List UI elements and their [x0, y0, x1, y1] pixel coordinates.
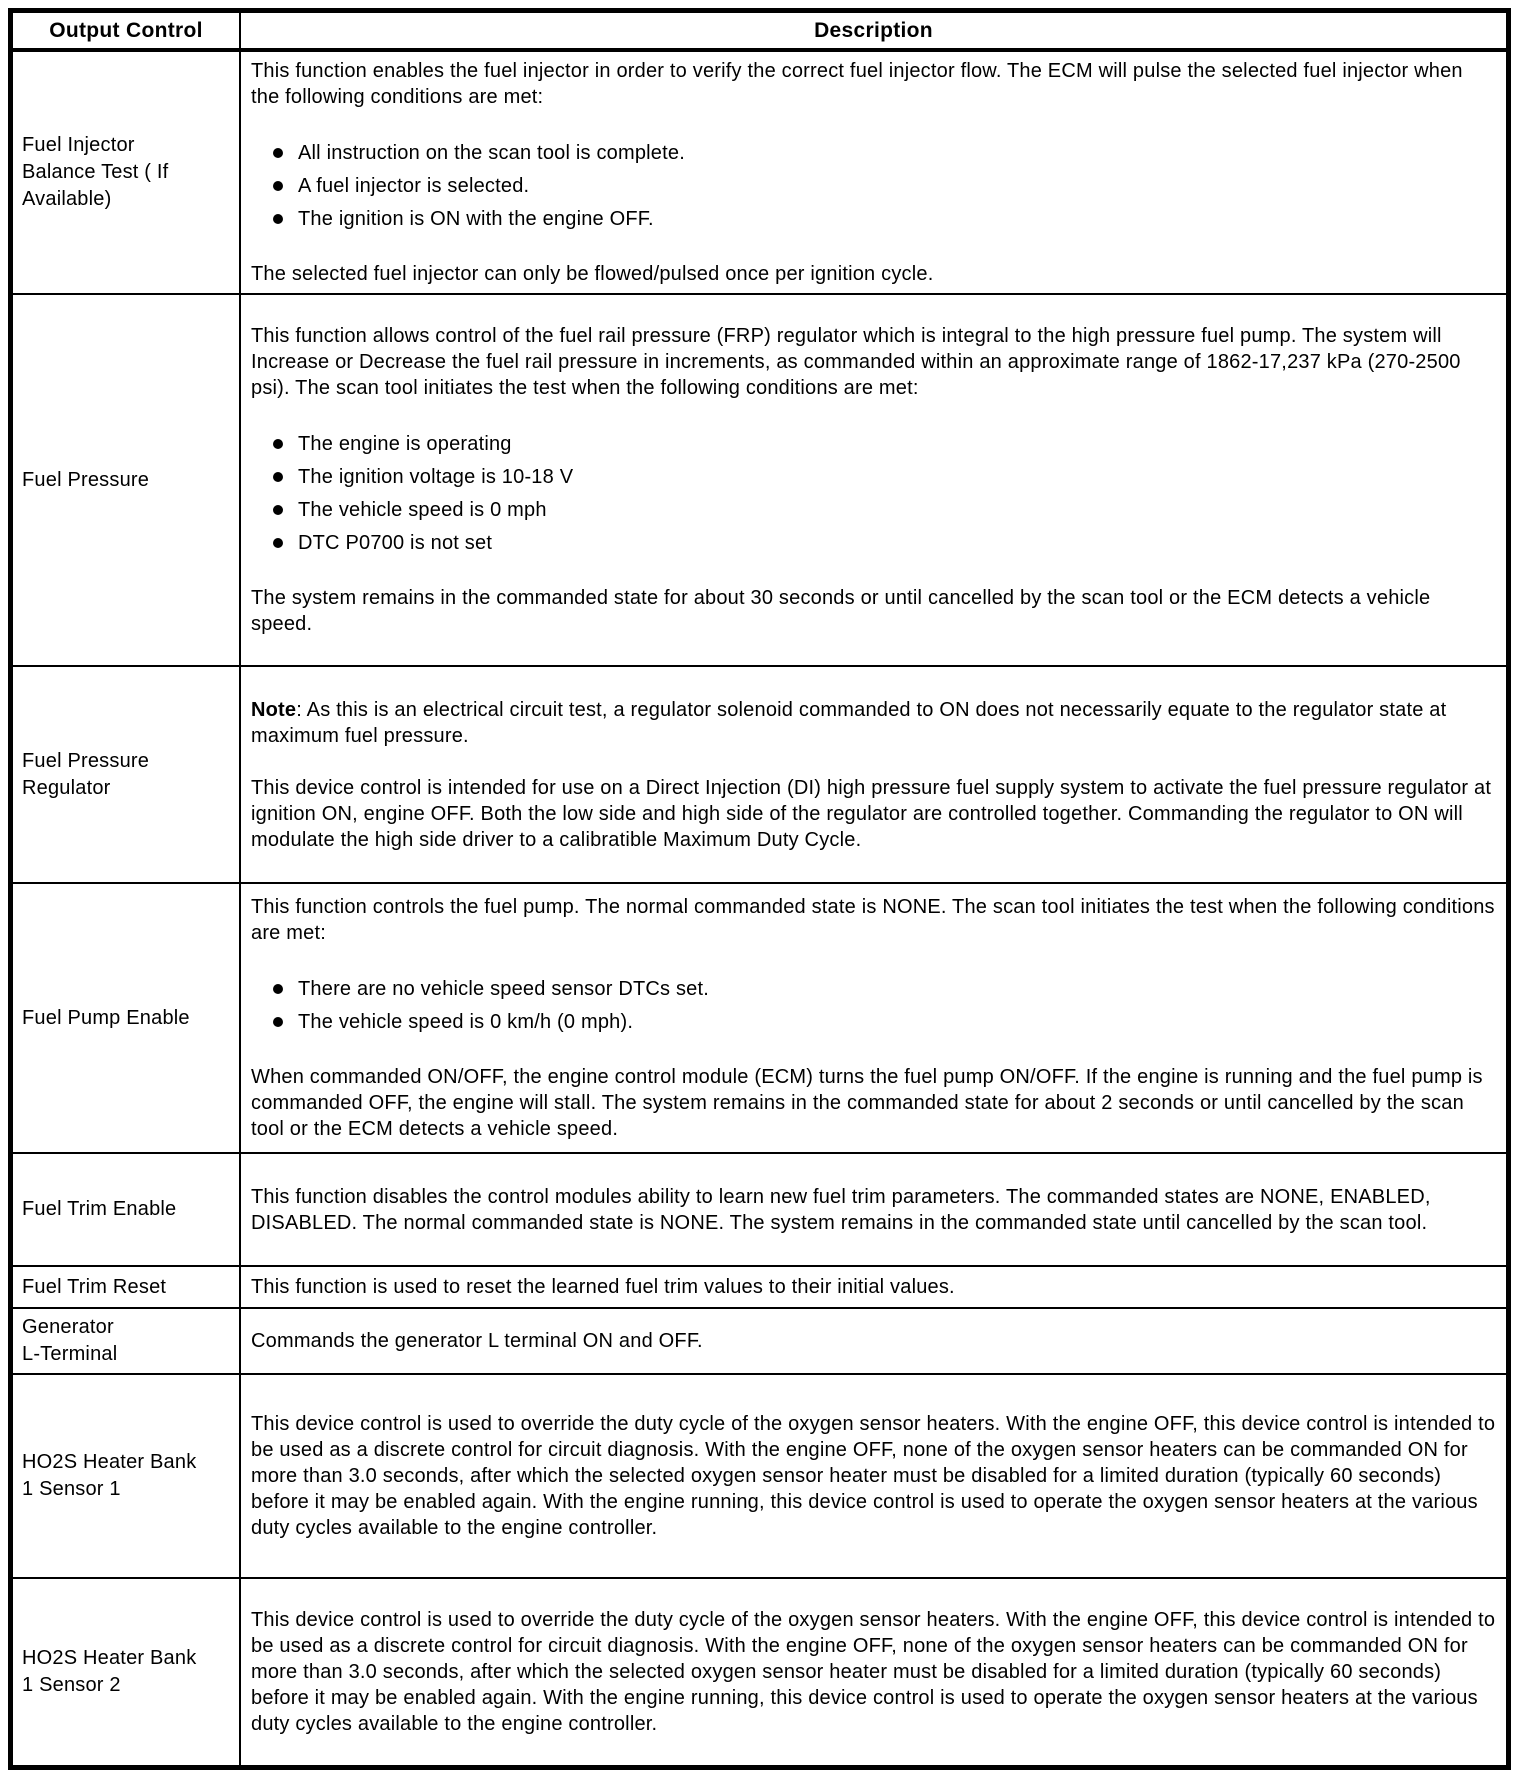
control-cell: Fuel Pressure [13, 295, 241, 665]
table-header-row [13, 13, 1506, 52]
control-cell: HO2S Heater Bank 1 Sensor 1 [13, 1375, 241, 1577]
bullet-text: The ignition voltage is 10-18 V [298, 465, 574, 488]
bullet-icon [273, 472, 283, 482]
paragraph: This function is used to reset the learned fuel trim values to their initial values. [251, 1276, 955, 1298]
description-cell [241, 1309, 1506, 1373]
paragraph: Commands the generator L terminal ON and OFF. [251, 1330, 703, 1352]
paragraph: When commanded ON/OFF, the engine control module (ECM) turns the fuel pump ON/OFF. If the engine is running and the fuel pump is commanded OFF, the engine will stall. The system remains in the commanded state for about 2 seconds or until cancelled by the scan tool or the ECM detects a vehicle speed. [251, 1066, 1483, 1140]
table-row [13, 1154, 1506, 1267]
bullet-item [273, 493, 1496, 526]
table-row [13, 295, 1506, 667]
table-row [13, 667, 1506, 884]
paragraph: This function allows control of the fuel rail pressure (FRP) regulator which is integral to the high pressure fuel pump. The system will Increase or Decrease the fuel rail pressure in increments, as commanded within an approximate range of 1862-17,237 kPa (270-2500 psi). The scan tool initiates the test when the following conditions are met: [251, 325, 1461, 399]
paragraph: The system remains in the commanded state for about 30 seconds or until cancelled by the scan tool or the ECM detects a vehicle speed. [251, 587, 1431, 635]
bullet-icon [273, 439, 283, 449]
control-cell: Fuel Pressure Regulator [13, 667, 241, 882]
paragraph: Note: As this is an electrical circuit test, a regulator solenoid commanded to ON does not necessarily equate to the regulator state at maximum fuel pressure. [251, 698, 1447, 747]
description-cell [241, 1267, 1506, 1307]
bullet-item [273, 202, 1496, 235]
table-row [13, 1375, 1506, 1579]
description-cell [241, 295, 1506, 665]
bullet-icon [273, 214, 283, 224]
description-cell [241, 884, 1506, 1152]
table-row [13, 1579, 1506, 1765]
output-control-table [8, 8, 1511, 1770]
bullet-item [273, 136, 1496, 169]
bullet-text: There are no vehicle speed sensor DTCs set. [298, 977, 710, 1000]
bullet-item [273, 460, 1496, 493]
bullet-text: A fuel injector is selected. [298, 174, 530, 197]
bullet-item [273, 1005, 1496, 1038]
bullet-icon [273, 984, 283, 994]
bullet-text: The vehicle speed is 0 km/h (0 mph). [298, 1010, 634, 1033]
table-row [13, 884, 1506, 1154]
description-cell [241, 52, 1506, 293]
description-cell [241, 1579, 1506, 1765]
description-cell [241, 667, 1506, 882]
bullet-icon [273, 148, 283, 158]
bullet-text: The vehicle speed is 0 mph [298, 498, 547, 521]
bold-label: Note [251, 698, 297, 721]
bullet-item [273, 427, 1496, 460]
bullet-text: All instruction on the scan tool is complete. [298, 141, 685, 164]
control-cell: Generator L-Terminal [13, 1309, 241, 1373]
table-row [13, 1267, 1506, 1309]
control-cell: HO2S Heater Bank 1 Sensor 2 [13, 1579, 241, 1765]
paragraph: This function enables the fuel injector in order to verify the correct fuel injector flow. The ECM will pulse the selected fuel injector when the following conditions are met: [251, 60, 1463, 108]
control-cell: Fuel Trim Reset [13, 1267, 241, 1307]
bullet-list [251, 136, 1496, 235]
paragraph: This function disables the control modules ability to learn new fuel trim parameters. The commanded states are NONE, ENABLED, DISABLED. The normal commanded state is NONE. The system remains in the commanded state until cancelled by the scan tool. [251, 1185, 1431, 1234]
paragraph: This function controls the fuel pump. The normal commanded state is NONE. The scan tool initiates the test when the following conditions are met: [251, 896, 1495, 944]
table-row [13, 1309, 1506, 1375]
bullet-icon [273, 1017, 283, 1027]
control-cell: Fuel Trim Enable [13, 1154, 241, 1265]
header-description: Description [814, 18, 933, 42]
control-cell: Fuel Injector Balance Test ( If Available) [13, 52, 241, 293]
bullet-icon [273, 181, 283, 191]
bullet-icon [273, 505, 283, 515]
bullet-item [273, 526, 1496, 559]
description-cell [241, 1154, 1506, 1265]
paragraph: The selected fuel injector can only be flowed/pulsed once per ignition cycle. [251, 263, 934, 285]
paragraph: This device control is used to override the duty cycle of the oxygen sensor heaters. With the engine OFF, this device control is intended to be used as a discrete control for circuit diagnosis. With the engine OFF, none of the oxygen sensor heaters can be commanded ON for more than 3.0 seconds, after which the selected oxygen sensor heater must be disabled for a limited duration (typically 60 seconds) before it may be enabled again. With the engine running, this device control is used to operate the oxygen sensor heaters at the various duty cycles available to the engine controller. [251, 1413, 1496, 1539]
description-cell [241, 1375, 1506, 1577]
control-cell: Fuel Pump Enable [13, 884, 241, 1152]
bullet-item [273, 169, 1496, 202]
bullet-text: The ignition is ON with the engine OFF. [298, 207, 654, 230]
bullet-text: The engine is operating [298, 432, 512, 455]
bullet-list [251, 972, 1496, 1038]
paragraph: This device control is used to override the duty cycle of the oxygen sensor heaters. With the engine OFF, this device control is intended to be used as a discrete control for circuit diagnosis. With the engine OFF, none of the oxygen sensor heaters can be commanded ON for more than 3.0 seconds, after which the selected oxygen sensor heater must be disabled for a limited duration (typically 60 seconds) before it may be enabled again. With the engine running, this device control is used to operate the oxygen sensor heaters at the various duty cycles available to the engine controller. [251, 1609, 1496, 1735]
bullet-item [273, 972, 1496, 1005]
table-body [13, 52, 1506, 1765]
paragraph: This device control is intended for use on a Direct Injection (DI) high pressure fuel supply system to activate the fuel pressure regulator at ignition ON, engine OFF. Both the low side and high side of the regulator are controlled together. Commanding the regulator to ON will modulate the high side driver to a calibratible Maximum Duty Cycle. [251, 776, 1492, 851]
table-row [13, 52, 1506, 295]
bullet-text: DTC P0700 is not set [298, 531, 493, 554]
bullet-list [251, 427, 1496, 559]
header-output-control: Output Control [13, 13, 241, 48]
bullet-icon [273, 538, 283, 548]
